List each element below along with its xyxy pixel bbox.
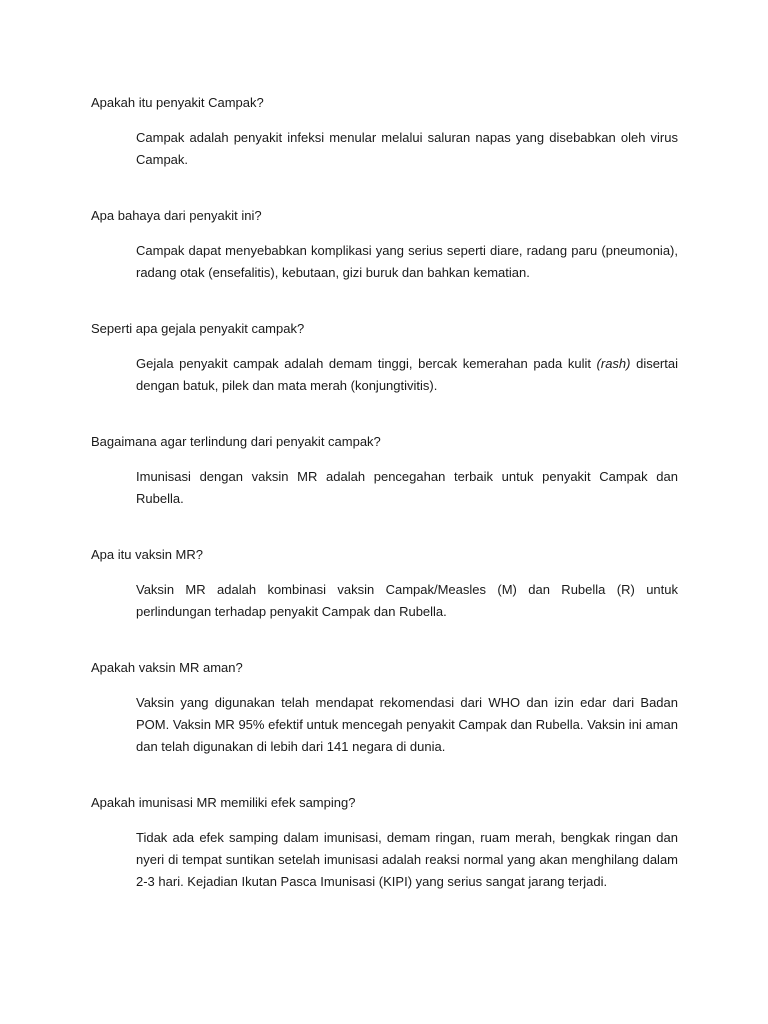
question-heading: Apakah vaksin MR aman? xyxy=(91,660,243,675)
question-heading: Seperti apa gejala penyakit campak? xyxy=(91,321,305,336)
question-heading: Apakah imunisasi MR memiliki efek samping? xyxy=(91,795,356,810)
answer-paragraph: Campak dapat menyebabkan komplikasi yang serius seperti diare, radang paru (pneumonia), radang otak (ensefalitis), kebutaan, gizi buruk dan bahkan kematian. xyxy=(136,243,678,280)
qa-section-bahaya xyxy=(91,207,678,284)
answer-paragraph: Tidak ada efek samping dalam imunisasi, demam ringan, ruam merah, bengkak ringan dan nyeri di tempat suntikan setelah imunisasi adalah reaksi normal yang akan menghilang dalam 2-3 hari. Kejadian Ikutan Pasca Imunisasi (KIPI) yang serius sangat jarang terjadi. xyxy=(136,830,678,889)
qa-section-vaksin-mr xyxy=(91,546,678,623)
answer-paragraph: Vaksin yang digunakan telah mendapat rekomendasi dari WHO dan izin edar dari Badan POM. Vaksin MR 95% efektif untuk mencegah penyakit Campak dan Rubella. Vaksin ini aman dan telah digunakan di lebih dari 141 negara di dunia. xyxy=(136,695,678,754)
answer-text-end: disertai dengan batuk, pilek dan mata merah (konjungtivitis). xyxy=(136,356,678,393)
qa-section-terlindung xyxy=(91,433,678,510)
question-heading: Bagaimana agar terlindung dari penyakit campak? xyxy=(91,434,381,449)
question-heading: Apa bahaya dari penyakit ini? xyxy=(91,208,262,223)
answer-paragraph xyxy=(136,353,678,397)
question-heading: Apa itu vaksin MR? xyxy=(91,547,203,562)
qa-section-campak xyxy=(91,94,678,171)
answer-paragraph: Imunisasi dengan vaksin MR adalah pencegahan terbaik untuk penyakit Campak dan Rubella. xyxy=(136,469,678,506)
answer-text-italic: (rash) xyxy=(596,356,631,371)
qa-section-aman xyxy=(91,659,678,758)
answer-paragraph: Campak adalah penyakit infeksi menular melalui saluran napas yang disebabkan oleh virus Campak. xyxy=(136,130,678,167)
answer-text-start: Gejala penyakit campak adalah demam tinggi, bercak kemerahan pada kulit xyxy=(136,356,597,371)
qa-section-gejala xyxy=(91,320,678,397)
answer-paragraph: Vaksin MR adalah kombinasi vaksin Campak/Measles (M) dan Rubella (R) untuk perlindungan terhadap penyakit Campak dan Rubella. xyxy=(136,582,678,619)
qa-section-efek-samping xyxy=(91,794,678,893)
question-heading: Apakah itu penyakit Campak? xyxy=(91,95,264,110)
